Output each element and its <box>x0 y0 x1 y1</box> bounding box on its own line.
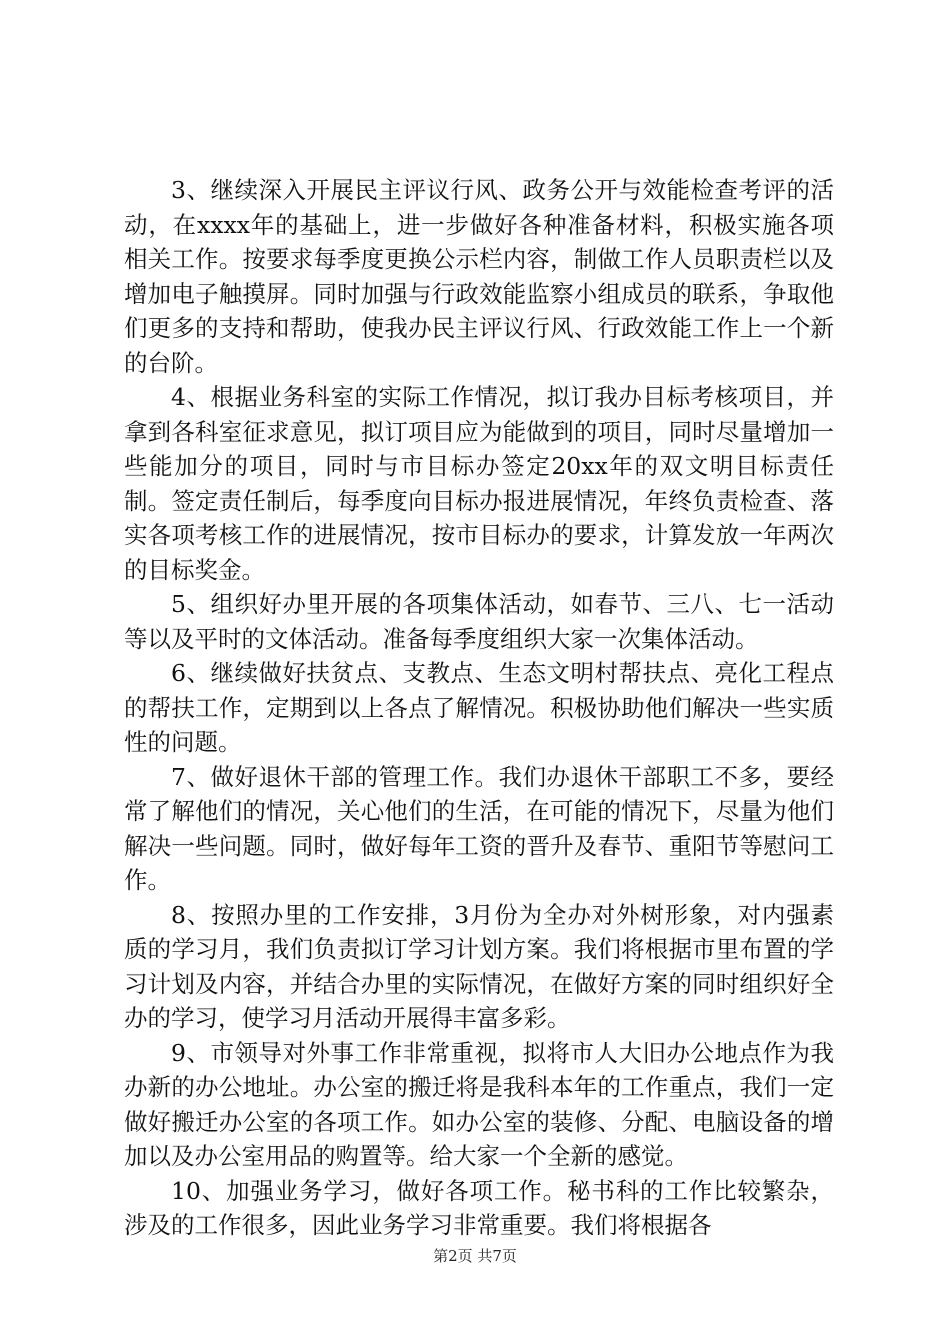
paragraph-5: 5、组织好办里开展的各项集体活动，如春节、三八、七一活动等以及平时的文体活动。准备每季度组织大家一次集体活动。 <box>124 590 834 653</box>
paragraph-9: 9、市领导对外事工作非常重视，拟将市人大旧办公地点作为我办新的办公地址。办公室的搬迁将是我科本年的工作重点，我们一定做好搬迁办公室的各项工作。如办公室的装修、分配、电脑设备的增加以及办公室用品的购置等。给大家一个全新的感觉。 <box>124 1038 834 1170</box>
document-body <box>124 173 834 1243</box>
paragraph-7: 7、做好退休干部的管理工作。我们办退休干部职工不多，要经常了解他们的情况，关心他们的生活，在可能的情况下，尽量为他们解决一些问题。同时，做好每年工资的晋升及春节、重阳节等慰问工作。 <box>124 762 834 894</box>
paragraph-3: 3、继续深入开展民主评议行风、政务公开与效能检查考评的活动，在xxxx年的基础上，进一步做好各种准备材料，积极实施各项相关工作。按要求每季度更换公示栏内容，制做工作人员职责栏以及增加电子触摸屏。同时加强与行政效能监察小组成员的联系，争取他们更多的支持和帮助，使我办民主评议行风、行政效能工作上一个新的台阶。 <box>124 176 834 377</box>
paragraph-6: 6、继续做好扶贫点、支教点、生态文明村帮扶点、亮化工程点的帮扶工作，定期到以上各点了解情况。积极协助他们解决一些实质性的问题。 <box>124 659 834 756</box>
paragraph-8: 8、按照办里的工作安排，3月份为全办对外树形象，对内强素质的学习月，我们负责拟订学习计划方案。我们将根据市里布置的学习计划及内容，并结合办里的实际情况，在做好方案的同时组织好全办的学习，使学习月活动开展得丰富多彩。 <box>124 900 834 1032</box>
paragraph-4: 4、根据业务科室的实际工作情况，拟订我办目标考核项目，并拿到各科室征求意见，拟订项目应为能做到的项目，同时尽量增加一些能加分的项目，同时与市目标办签定20xx年的双文明目标责任制。签定责任制后，每季度向目标办报进展情况，年终负责检查、落实各项考核工作的进展情况，按市目标办的要求，计算发放一年两次的目标奖金。 <box>124 383 834 584</box>
paragraph-10: 10、加强业务学习，做好各项工作。秘书科的工作比较繁杂，涉及的工作很多，因此业务学习非常重要。我们将根据各 <box>124 1176 834 1239</box>
page-number-footer: 第2页 共7页 <box>433 1247 517 1265</box>
